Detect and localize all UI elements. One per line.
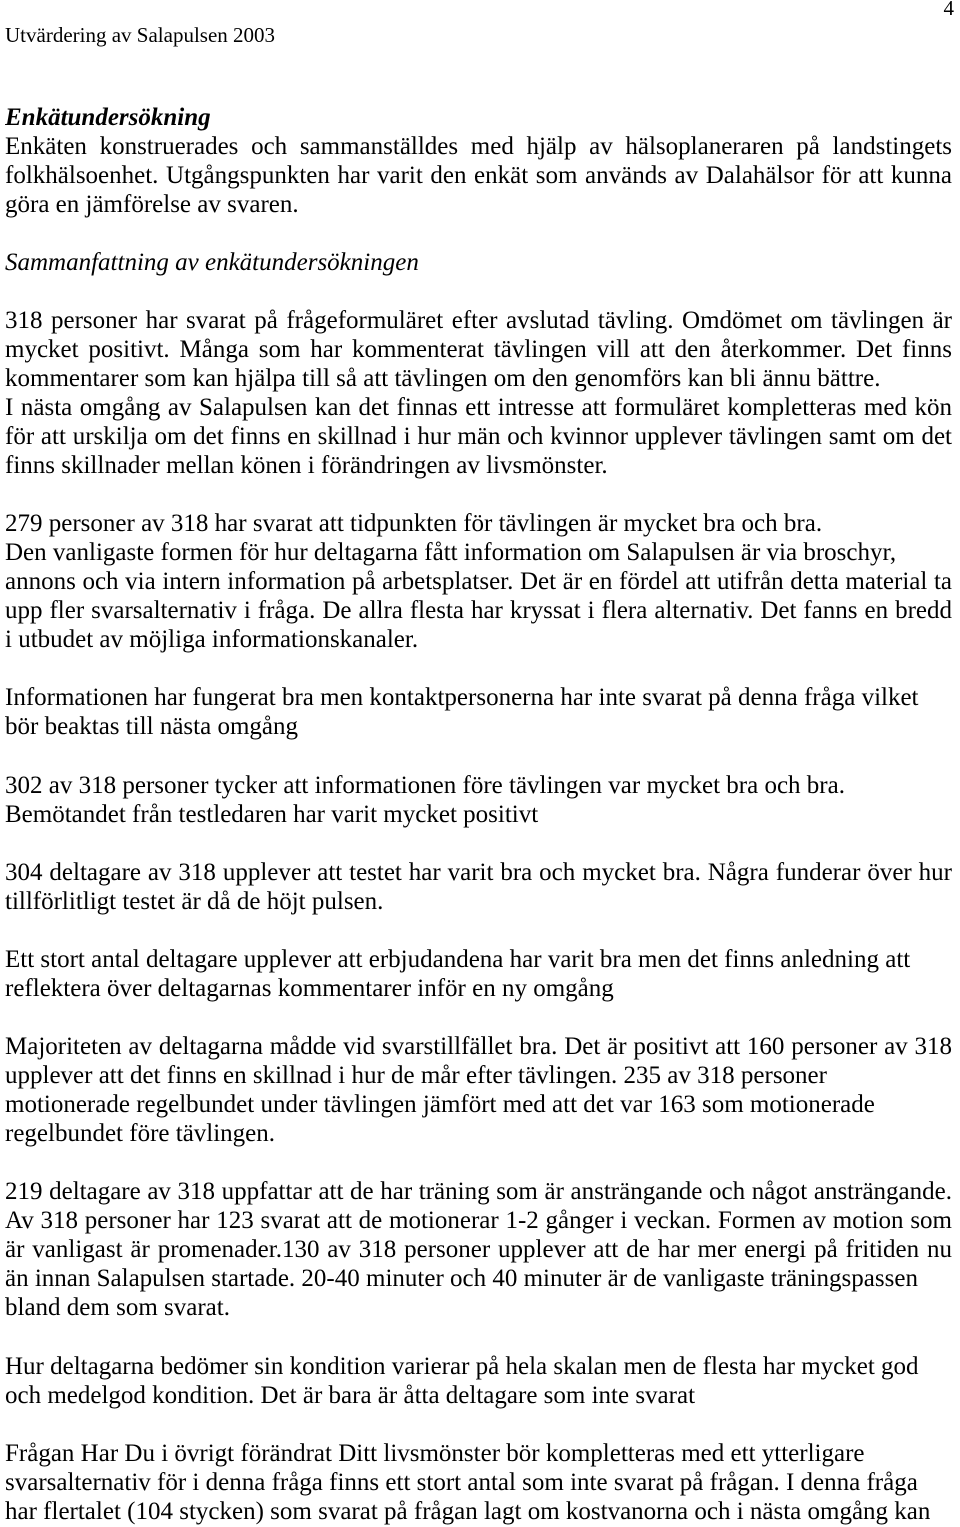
page-number: 4 — [943, 0, 954, 20]
text-line: mycket positivt. Många som har kommenterat tävlingen vill att den återkommer. Det finns — [5, 335, 952, 363]
text-line: Frågan Har Du i övrigt förändrat Ditt livsmönster bör kompletteras med ett ytterligare — [5, 1439, 865, 1467]
paragraph — [5, 771, 952, 829]
paragraph — [5, 1032, 952, 1148]
text-line: 219 deltagare av 318 uppfattar att de har träning som är ansträngande och något ansträngande. — [5, 1178, 952, 1206]
text-line: regelbundet före tävlingen. — [5, 1120, 276, 1148]
paragraph — [5, 509, 952, 654]
paragraph — [5, 1177, 952, 1322]
text-line: för att urskilja om det finns en skillnad i hur män och kvinnor upplever tävlingen samt om det — [5, 423, 952, 451]
subsection-heading: Sammanfattning av enkätundersökningen — [5, 248, 419, 276]
text-line: I nästa omgång av Salapulsen kan det finnas ett intresse att formuläret kompletteras med kön — [5, 393, 952, 421]
text-line: 279 personer av 318 har svarat att tidpunkten för tävlingen är mycket bra och bra. — [5, 510, 823, 538]
text-line: än innan Salapulsen startade. 20-40 minuter och 40 minuter är de vanligaste träningspassen — [5, 1265, 918, 1293]
paragraph — [5, 683, 952, 741]
text-line: Majoriteten av deltagarna mådde vid svarstillfället bra. Det är positivt att 160 personer av 318 — [5, 1033, 952, 1060]
text-line: upp fler svarsalternativ i fråga. De allra flesta har kryssat i flera alternativ. Det fanns en bredd — [5, 597, 952, 625]
text-line: finns skillnader mellan könen i förändringen av livsmönster. — [5, 452, 608, 480]
text-line: 318 personer har svarat på frågeformuläret efter avslutad tävling. Omdömet om tävlingen är — [5, 306, 952, 334]
text-line: svarsalternativ för i denna fråga finns ett stort antal som inte svarat på frågan. I denna fråga — [5, 1468, 918, 1496]
paragraph — [5, 945, 952, 1003]
text-line: 304 deltagare av 318 upplever att testet har varit bra och mycket bra. Några funderar över hur — [5, 858, 952, 886]
text-line: motionerade regelbundet under tävlingen jämfört med att det var 163 som motionerade — [5, 1091, 875, 1119]
paragraph — [5, 306, 952, 480]
text-line: är vanligast är promenader.130 av 318 personer upplever att de har mer energi på fritiden nu — [5, 1236, 952, 1264]
text-line: folkhälsoenhet. Utgångspunkten har varit den enkät som används av Dalahälsor för att kunna — [5, 161, 952, 189]
text-line: och medelgod kondition. Det är bara är åtta deltagare som inte svarat — [5, 1381, 696, 1409]
section-heading: Enkätundersökning — [5, 103, 211, 131]
text-line: Ett stort antal deltagare upplever att erbjudandena har varit bra men det finns anledning att — [5, 945, 911, 973]
text-line: Enkäten konstruerades och sammanställdes med hjälp av hälsoplaneraren på landstingets — [5, 132, 952, 160]
text-line: har flertalet (104 stycken) som svarat på frågan lagt om kostvanorna och i nästa omgång kan — [5, 1497, 931, 1525]
text-line: göra en jämförelse av svaren. — [5, 190, 299, 218]
paragraph — [5, 858, 952, 916]
text-line: 302 av 318 personer tycker att informationen före tävlingen var mycket bra och bra. — [5, 771, 845, 799]
text-line: reflektera över deltagarnas kommentarer inför en ny omgång — [5, 974, 614, 1002]
text-line: Hur deltagarna bedömer sin kondition varierar på hela skalan men de flesta har mycket god — [5, 1352, 919, 1380]
paragraph — [5, 1439, 952, 1526]
text-line: upplever att det finns en skillnad i hur de mår efter tävlingen. 235 av 318 personer — [5, 1062, 827, 1090]
intro-paragraph — [5, 132, 952, 219]
text-line: annons och via intern information på arbetsplatser. Det är en fördel att utifrån detta material ta — [5, 568, 952, 596]
text-line: bland dem som svarat. — [5, 1294, 230, 1322]
document-body — [5, 103, 952, 1526]
text-line: Bemötandet från testledaren har varit mycket positivt — [5, 800, 539, 828]
text-line: Av 318 personer har 123 svarat att de motionerar 1-2 gånger i veckan. Formen av motion som — [5, 1207, 952, 1235]
text-line: kommentarer som kan hjälpa till så att tävlingen om den genomförs kan bli ännu bättre. — [5, 364, 881, 392]
text-line: Informationen har fungerat bra men kontaktpersonerna har inte svarat på denna fråga vilket — [5, 684, 919, 712]
text-line: tillförlitligt testet är då de höjt pulsen. — [5, 887, 384, 915]
text-line: i utbudet av möjliga informationskanaler. — [5, 626, 419, 654]
running-header: Utvärdering av Salapulsen 2003 — [5, 22, 276, 47]
paragraph — [5, 1352, 952, 1410]
text-line: bör beaktas till nästa omgång — [5, 713, 298, 741]
text-line: Den vanligaste formen för hur deltagarna fått information om Salapulsen är via broschyr, — [5, 539, 897, 567]
